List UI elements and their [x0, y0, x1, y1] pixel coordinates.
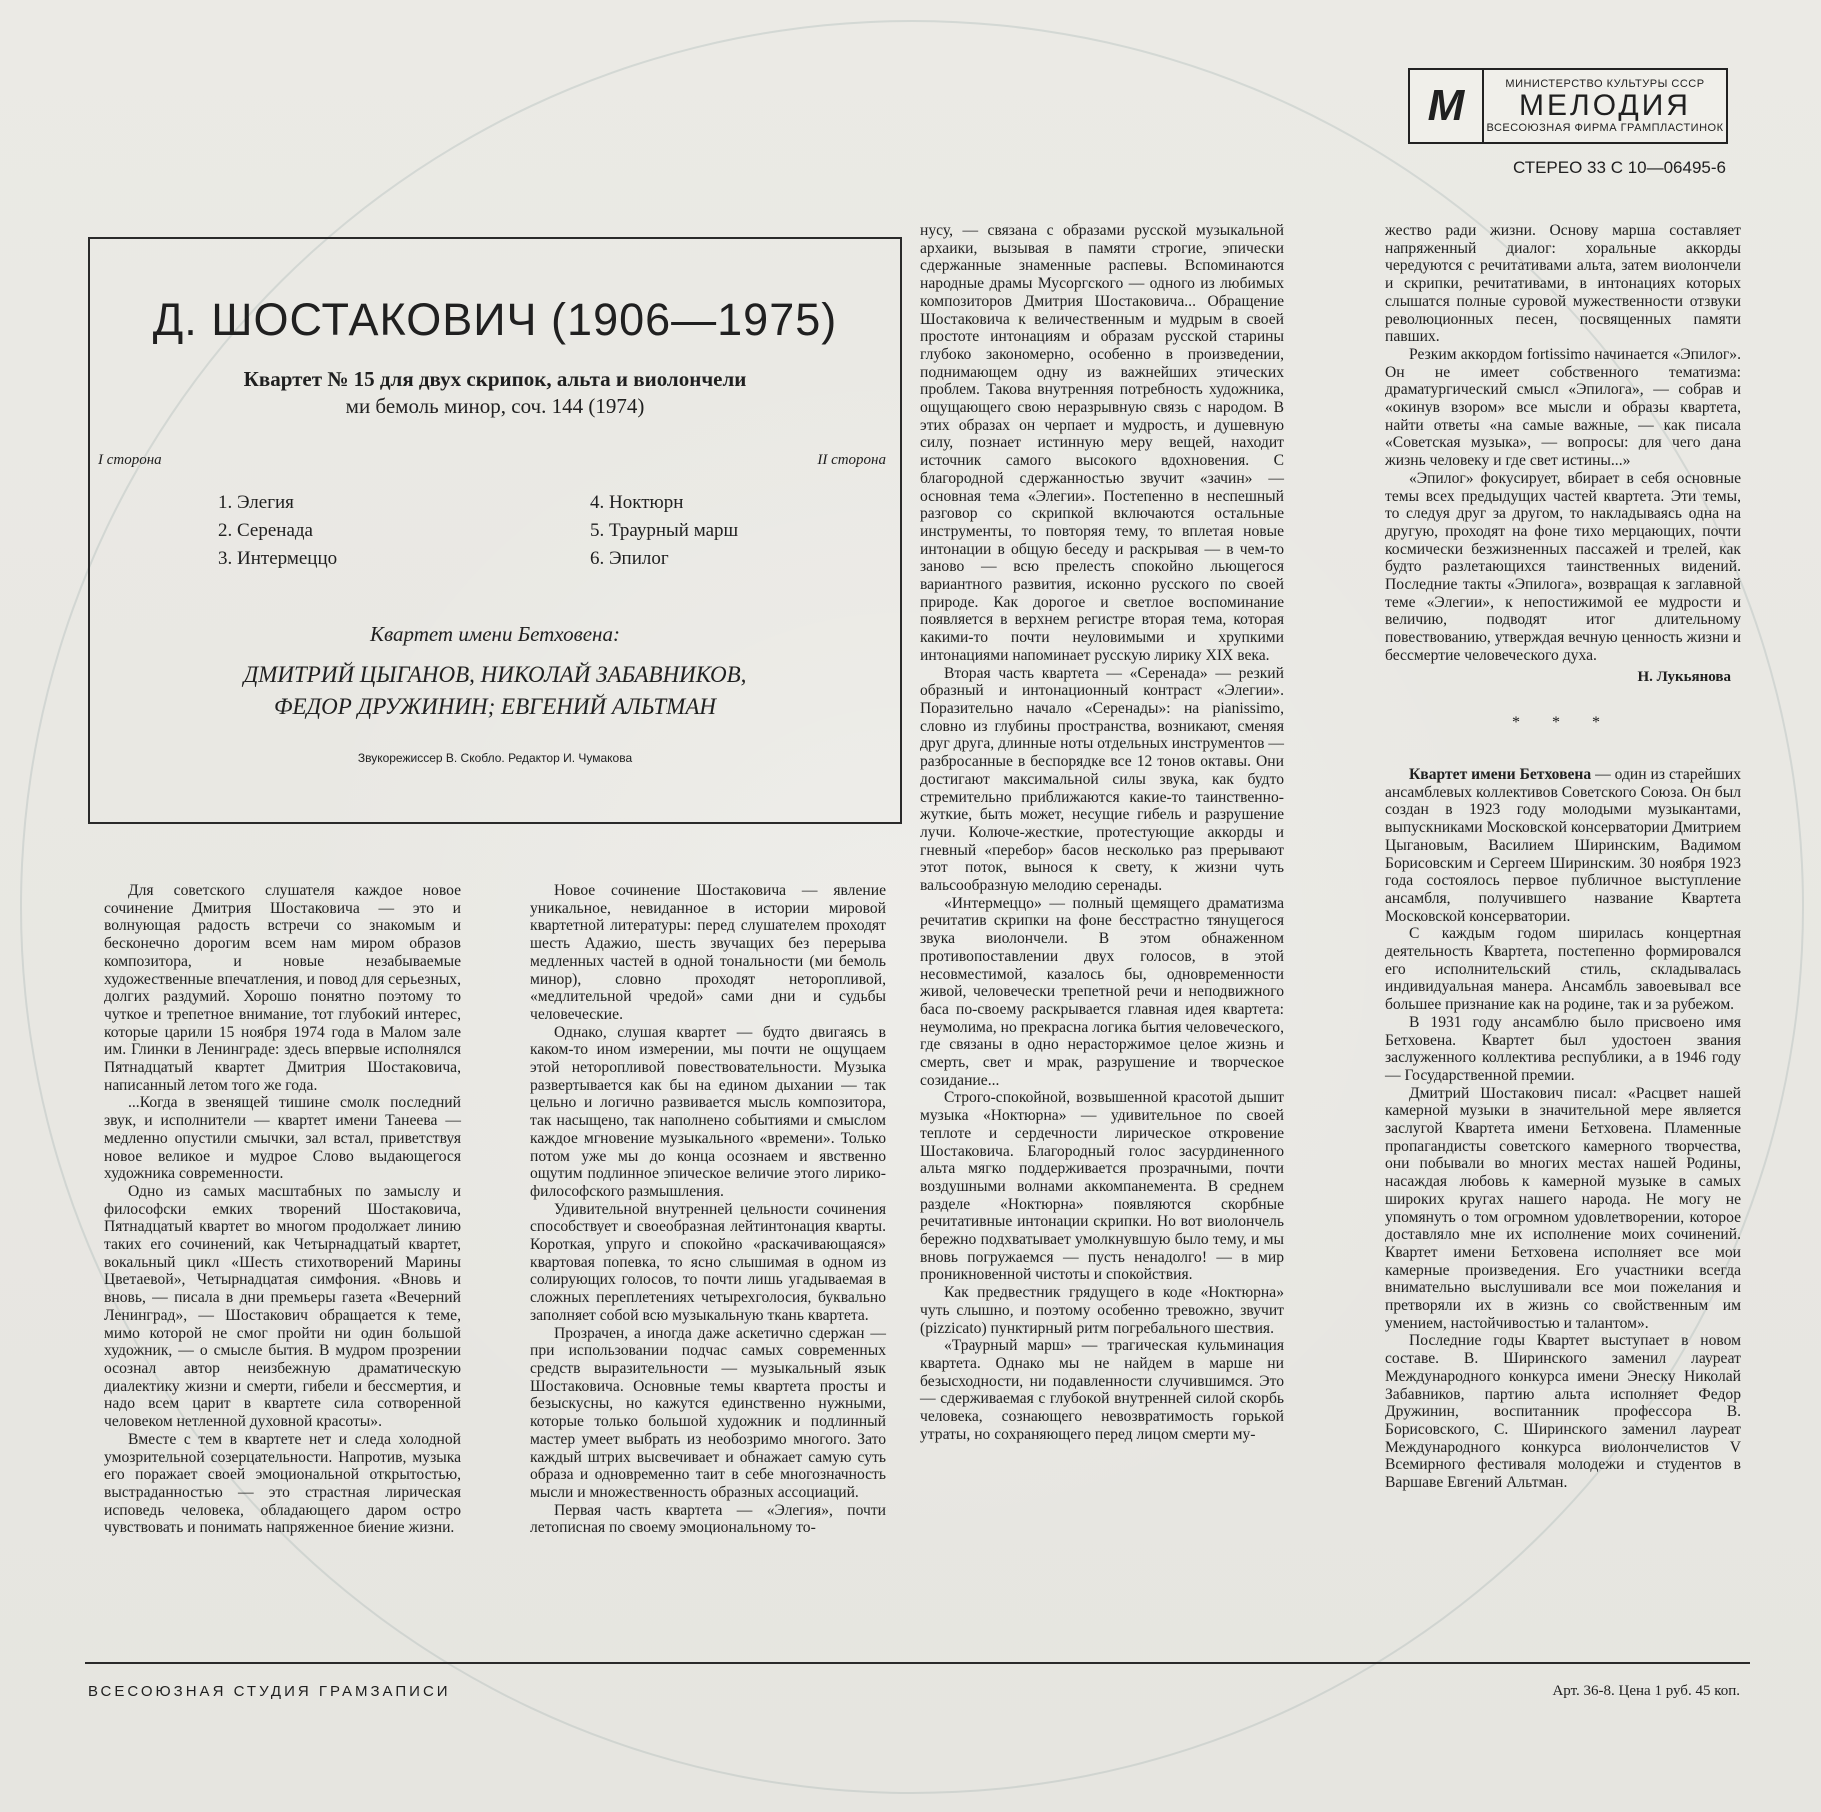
composer-title: Д. ШОСТАКОВИЧ (1906—1975): [152, 294, 838, 345]
paragraph: Новое сочинение Шостаковича — явление уникальное, невиданное в истории мировой квартетной литературы: перед слушателем проходят шесть Адажио, шесть звучащих без перерыва медленных частей в одной тональности (ми бемоль минор), словно проходят неторопливой, «медлительной чредой» сами дни и судьбы человеческие.: [530, 882, 886, 1023]
paragraph: «Интермеццо» — полный щемящего драматизма речитатив скрипки на фоне бесстрастно тянущегося звука виолончели. В этом обнаженном противопоставлении двух голосов, в этой несовместимой, казалось бы, одновременности живой, человечески трепетной речи и неподвижного баса по-своему раскрывается главная идея квартета: неумолима, но прекрасна логика бытия человеческого, где связаны в одно нерасторжимое целое жизнь и смерть, свет и мрак, разрушение и творческое созидание...: [920, 894, 1284, 1089]
paragraph: Вторая часть квартета — «Серенада» — резкий образный и интонационный контраст «Элегии». Поразительно начало «Серенады»: на pianissimo, словно из глубины пространства, возникают, сменяя друг друга, длинные ноты отдельных инструментов — разбросанные в беспорядке все 12 тонов октавы. Они достигают максимальной силы звука, как будто стремительно приближаются какие-то таинственно-жуткие, быть может, несущие гибель и разрушение лучи. Колюче-жесткие, протестующие аккорды и гневный «перебор» басов несколько раз прерывают этот поток, вынося к свету, к жизни чуть вальсообразную мелодию серенады.: [920, 664, 1284, 895]
paragraph: Вместе с тем в квартете нет и следа холодной умозрительной созерцательности. Напротив, музыка его поражает своей эмоциональной открытостью, выстраданностью — это страстная лирическая исповедь человека, обладающего даром остро чувствовать и понимать напряженное биение жизни.: [104, 1430, 461, 1537]
paragraph: Последние годы Квартет выступает в новом составе. В. Ширинского заменил лауреат Международного конкурса имени Энеску Николай Забавников, партию альта исполняет Федор Дружинин, воспитанник профессора В. Борисовского, С. Ширинского заменил лауреат Международного конкурса виолончелистов V Всемирного фестиваля молодежи и студентов в Варшаве Евгений Альтман.: [1385, 1332, 1741, 1492]
track-item: 5. Траурный марш: [590, 520, 739, 541]
paragraph: Первая часть квартета — «Элегия», почти летописная по своему эмоциональному то-: [530, 1501, 886, 1537]
text-column-2: [530, 882, 886, 1537]
track-item: 1. Элегия: [218, 492, 294, 513]
paragraph: Одно из самых масштабных по замыслу и философски емких творений Шостаковича, Пятнадцатый квартет во многом продолжает линию таких его сочинений, как Четырнадцатый квартет, вокальный цикл «Шесть стихотворений Марины Цветаевой», Четырнадцатая симфония. «Вновь и вновь, — писала в дни премьеры газета «Вечерний Ленинград», — Шостакович обращается к теме, мимо которой не смог пройти ни один большой художник, — о смысле бытия. В мудром прозрении осознал автор неизбежную драматическую диалектику жизни и смерти, гибели и бессмертия, и надо всем царит в квартете сила сотворенной человеком нетленной духовной красоты».: [104, 1182, 461, 1431]
work-title: Квартет № 15 для двух скрипок, альта и виолончели: [243, 367, 747, 391]
track-item: 6. Эпилог: [590, 548, 669, 569]
text-column-3: [920, 222, 1284, 1444]
ensemble-members: [90, 659, 900, 723]
price-info: Арт. 36-8. Цена 1 руб. 45 коп.: [1552, 1683, 1740, 1699]
paragraph: Строго-спокойной, возвышенной красотой дышит музыка «Ноктюрна» — удивительное по своей теплоте и сердечности лирическое откровение Шостаковича. Благородный голос засурдиненного альта мягко поддерживается прозрачными, почти воздушными волнами аккомпанемента. В среднем разделе «Ноктюрна» появляются скорбные речитативные интонации скрипки. Но вот виолончель бережно подхватывает умолкнувшую было тему, и мы вновь погружаемся — пусть ненадолго! — в мир проникновенной чистоты и спокойствия.: [920, 1089, 1284, 1284]
paragraph: Дмитрий Шостакович писал: «Расцвет нашей камерной музыки в значительной мере является заслугой Квартета имени Бетховена. Пламенные пропагандисты советского камерного творчества, они побывали во многих местах нашей Родины, насаждая любовь к камерной музыке в самых широких кругах нашего народа. Не могу не упомянуть о том огромном удовлетворении, которое доставляло мне их исполнение моих сочинений. Квартет имени Бетховена исполняет все мои камерные произведения. Его участники всегда внимательно выслушивали все мои пожелания и претворяли их в жизнь со свойственным им умением, настойчивостью и талантом».: [1385, 1084, 1741, 1332]
ensemble-heading: Квартет имени Бетховена:: [370, 622, 620, 646]
melodiya-mark-icon: M: [1410, 70, 1484, 142]
melodiya-logo: [1408, 68, 1728, 144]
ensemble-name-lead: Квартет имени Бетховена: [1409, 765, 1592, 783]
logo-text: [1484, 70, 1726, 142]
paragraph: нусу, — связана с образами русской музыкальной архаики, вызывая в памяти строгие, эпически сдержанные знаменные распевы. Вспоминаются народные драмы Мусоргского — одного из любимых композиторов Дмитрия Шостаковича... Обращение Шостаковича к величественным и мудрым в своей простоте интонациям и образам русской старины глубоко закономерно, особенно в произведении, поднимающем одну из важнейших этических проблем. Такова внутренняя потребность художника, ощущающего свою неразрывную связь с народом. В этих образах он черпает и мудрость, и душевную силу, познает истинную меру вещей, находит источник самого высокого вдохновения. С благородной сдержанностью звучит «зачин» — основная тема «Элегии». Постепенно в неспешный разговор со скрипкой включаются остальные инструменты, то повторяя тему, то вплетая новые интонации в общую беседу и раскрывая — в чем-то заново — всю прелесть спокойно льющегося вариантного развития, исконно русского по своей природе. Как дорогое и светлое воспоминание появляется в верхнем регистре вторая тема, которая какими-то почти неуловимыми и хрупкими интонациями напоминает русскую лирику XIX века.: [920, 222, 1284, 664]
track-item: 3. Интермеццо: [218, 548, 338, 569]
paragraph: Удивительной внутренней цельности сочинения способствует и своеобразная лейтинтонация кварты. Короткая, упруго и спокойно «раскачивающаяся» квартовая попевка, то ясно слышимая в одном из солирующих голосов, то почти лишь угадываемая в сложных переплетениях четырехголосия, буквально заполняет собой всю музыкальную ткань квартета.: [530, 1200, 886, 1324]
title-box: [88, 237, 902, 824]
track-item: 2. Серенада: [218, 520, 313, 541]
paragraph: ...Когда в звенящей тишине смолк последний звук, и исполнители — квартет имени Танеева — медленно опустили смычки, зал встал, приветствуя новое великое и мудрое Слово выдающегося художника современности.: [104, 1094, 461, 1183]
logo-ministry: МИНИСТЕРСТВО КУЛЬТУРЫ СССР: [1505, 78, 1705, 90]
text-column-1: [104, 882, 461, 1537]
production-credits: Звукорежиссер В. Скобло. Редактор И. Чумакова: [357, 751, 633, 765]
paragraph: В 1931 году ансамблю было присвоено имя Бетховена. Квартет был удостоен звания заслуженного коллектива республики, а в 1946 году — Государственной премии.: [1385, 1013, 1741, 1084]
paragraph: [1385, 766, 1741, 925]
catalog-number: СТЕРЕО 33 С 10—06495-6: [1513, 158, 1726, 177]
side-2-label: II сторона: [817, 452, 886, 468]
paragraph: «Эпилог» фокусирует, вбирает в себя основные темы всех предыдущих частей квартета. Эти темы, то следуя друг за другом, то накладываясь одна на другую, проходят на фоне тихо мерцающих, почти космически безжизненных пассажей и трелей, как будто разлетающихся таинственных видений. Последние такты «Эпилога», возвращая к заглавной теме «Элегии», к непостижимой ее мудрости и величию, подводят итог длительному повествованию, утверждая вечную ценность жизни и бессмертие человеческого духа.: [1385, 469, 1741, 664]
logo-firm: ВСЕСОЮЗНАЯ ФИРМА ГРАМПЛАСТИНОК: [1486, 122, 1724, 134]
side-2-tracklist: [590, 489, 738, 573]
paragraph: Однако, слушая квартет — будто двигаясь в каком-то ином измерении, мы почти не ощущаем этой неторопливой повествовательности. Музыка развертывается как бы на едином дыхании — так цельно и логично развивается мысль композитора, так насыщено, так наполнено событиями и смыслом каждое мгновение музыкального «времени». Только потом уже мы до конца осознаем и явственно ощутим подлинное эпическое величие этого лирико-философского размышления.: [530, 1023, 886, 1200]
paragraph: Для советского слушателя каждое новое сочинение Дмитрия Шостаковича — это и волнующая радость встречи со знакомым и бесконечно дорогим всем нам миром образов композитора, и новые незабываемые художественные впечатления, и повод для серьезных, долгих раздумий. Хорошо понятно поэтому то чуткое и трепетное внимание, тот глубокий интерес, которые царили 15 ноября 1974 года в Малом зале им. Глинки в Ленинграде: здесь впервые исполнялся Пятнадцатый квартет Дмитрия Шостаковича, написанный летом того же года.: [104, 882, 461, 1094]
paragraph: С каждым годом ширилась концертная деятельность Квартета, постепенно формировался его исполнительский стиль, складывалась индивидуальная манера. Ансамбль завоевывал все большее признание как на родине, так и за рубежом.: [1385, 925, 1741, 1014]
side-1-label: I сторона: [98, 452, 162, 468]
text-column-4: [1385, 222, 1741, 1492]
footer-rule: [85, 1662, 1750, 1664]
work-key-opus: ми бемоль минор, соч. 144 (1974): [345, 394, 645, 418]
members-line: ДМИТРИЙ ЦЫГАНОВ, НИКОЛАЙ ЗАБАВНИКОВ,: [243, 662, 747, 687]
paragraph: Как предвестник грядущего в коде «Ноктюрна» чуть слышно, и поэтому особенно тревожно, звучит (pizzicato) пунктирный ритм погребального шествия.: [920, 1284, 1284, 1337]
paragraph: «Траурный марш» — трагическая кульминация квартета. Однако мы не найдем в марше ни безысходности, ни подавленности случившимся. Это — сдерживаемая с глубокой внутренней силой скорбь человека, сознающего невозвратимость горькой утраты, но сохраняющего перед лицом смерти му-: [920, 1337, 1284, 1443]
members-line: ФЕДОР ДРУЖИНИН; ЕВГЕНИЙ АЛЬТМАН: [273, 694, 717, 719]
paragraph: Резким аккордом fortissimo начинается «Эпилог». Он не имеет собственного тематизма: драматургический смысл «Эпилога», — собрав и «окинув взором» все мысли и образы квартета, найти ответы «на самые важные, — как писала «Советская музыка», — вопросы: для чего дана жизнь человеку и где свет истины...»: [1385, 345, 1741, 470]
paragraph: жество ради жизни. Основу марша составляет напряженный диалог: хоральные аккорды чередуются с речитативами альта, затем виолончели и скрипки, речитативами, в интонациях которых слышатся полные суровой мужественности отзвуки революционных песен, посвященных памяти павших.: [1385, 222, 1741, 346]
author-signature: Н. Лукьянова: [1637, 668, 1731, 685]
studio-name: ВСЕСОЮЗНАЯ СТУДИЯ ГРАМЗАПИСИ: [88, 1683, 451, 1700]
track-item: 4. Ноктюрн: [590, 492, 684, 513]
side-1-tracklist: [218, 489, 337, 573]
section-divider: * * *: [1512, 714, 1614, 732]
paragraph-text: — один из старейших ансамблевых коллективов Советского Союза. Он был создан в 1923 году молодыми музыкантами, выпускниками Московской консерватории Дмитрием Цыгановым, Василием Ширинским, Вадимом Борисовским и Сергеем Ширинским. 30 ноября 1923 года состоялось первое публичное выступление ансамбля, получившего название Квартета Московской консерватории.: [1385, 765, 1742, 925]
logo-name: МЕЛОДИЯ: [1519, 89, 1691, 122]
paragraph: Прозрачен, а иногда даже аскетично сдержан — при использовании подчас самых современных средств выразительности — музыкальный язык Шостаковича. Основные темы квартета просты и безыскусны, но кажутся единственно нужными, которые только большой художник и подлинный мастер умеет выбрать из необозримо многого. Зато каждый штрих высвечивает и обнажает самую суть образа и одновременно таит в себе многозначность мысли и множественность образных ассоциаций.: [530, 1324, 886, 1501]
